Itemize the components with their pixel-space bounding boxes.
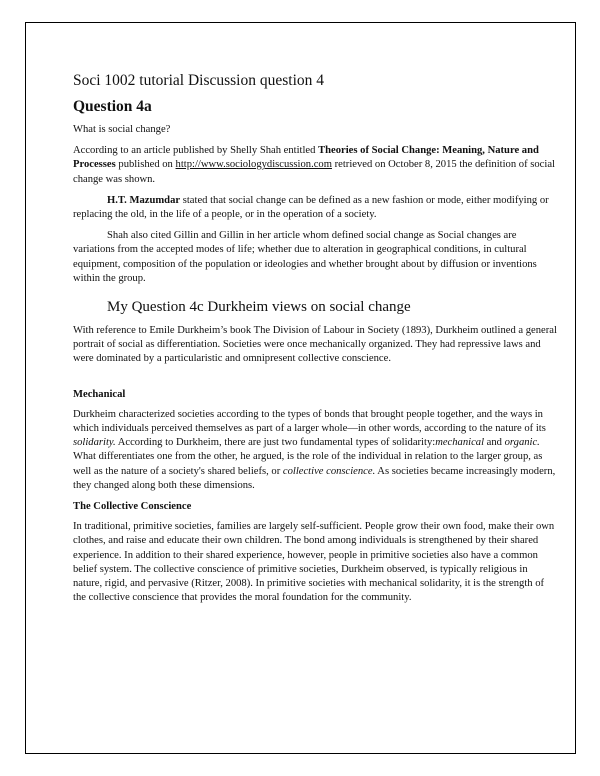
paragraph-mazumdar [73, 194, 559, 222]
p1-mid: published on [115, 159, 176, 171]
sociologydiscussion-link[interactable]: http://www.sociologydiscussion.com [175, 159, 332, 171]
p5-t4: What differentiates one from the other, he argued, is the role of the individual in relation to the larger group, as well as the nature of a society's shared beliefs, or [73, 451, 543, 477]
mechanical-heading: Mechanical [73, 388, 126, 400]
spacer [73, 374, 559, 388]
p5-t5: As societies became increasingly modern, they changed along both these dimensions. [73, 465, 556, 491]
mazumdar-name: H.T. Mazumdar [107, 194, 181, 206]
p1-post: retrieved on October 8, 2015 the definition of social change was shown. [73, 159, 555, 185]
question-4c-heading: My Question 4c Durkheim views on social change [107, 299, 411, 316]
p1-pre: According to an article published by Shelly Shah entitled [73, 145, 319, 157]
p5-t2: According to Durkheim, there are just two fundamental types of solidarity: [115, 437, 436, 449]
question-4a-heading: Question 4a [73, 98, 152, 115]
article-title: Theories of Social Change: Meaning, Nature and Processes [73, 145, 539, 171]
paragraph-gillin: Shah also cited Gillin and Gillin in her article whom defined social change as Social changes are variations from the accepted modes of life; whether due to alteration in geographical conditions, in cultural equipment, composition of the population or ideologies and whether brought about by diffusion or inventions within the group. [73, 230, 537, 284]
p5-i1: solidarity. [73, 437, 116, 449]
document-content [73, 72, 559, 612]
document-title: Soci 1002 tutorial Discussion question 4 [73, 72, 325, 89]
p2-text: stated that social change can be defined as a new fashion or mode, either modifying or replacing the old, in the life of a people, or in the operation of a society. [73, 194, 549, 221]
paragraph-collective-conscience: In traditional, primitive societies, families are largely self-sufficient. People grow their own food, make their own clothes, and raise and educate their own children. The bond among individuals is strengthened by their shared experience. In addition to their shared experience, however, people in primitive societies also have a common belief system. The collective conscience of primitive societies, Durkheim observed, is typically religious in nature, rigid, and pervasive (Ritzer, 2008). In primitive societies with mechanical solidarity, it is the strength of the collective conscience that provides the moral foundation for the community. [73, 521, 555, 604]
question-4a-prompt: What is social change? [73, 124, 171, 135]
collective-conscience-heading: The Collective Conscience [73, 501, 192, 513]
p5-i4: collective conscience. [282, 465, 376, 477]
p5-t3: and [484, 437, 505, 449]
paragraph-shah-article [73, 144, 559, 187]
p5-i3: organic. [504, 437, 540, 449]
document-page [25, 22, 576, 754]
paragraph-mechanical [73, 408, 559, 493]
p5-i2: mechanical [435, 437, 485, 449]
p5-t1: Durkheim characterized societies according to the types of bonds that brought people together, and the ways in which individuals perceived themselves as part of a larger whole—in other words, according to the nature of its [73, 408, 546, 435]
paragraph-durkheim-intro: With reference to Emile Durkheim’s book The Division of Labour in Society (1893), Durkheim outlined a general portrait of social as differentiation. Societies were once mechanically organized. They had repressive laws and were dominated by a particularistic and omnipresent collective conscience. [73, 325, 557, 365]
